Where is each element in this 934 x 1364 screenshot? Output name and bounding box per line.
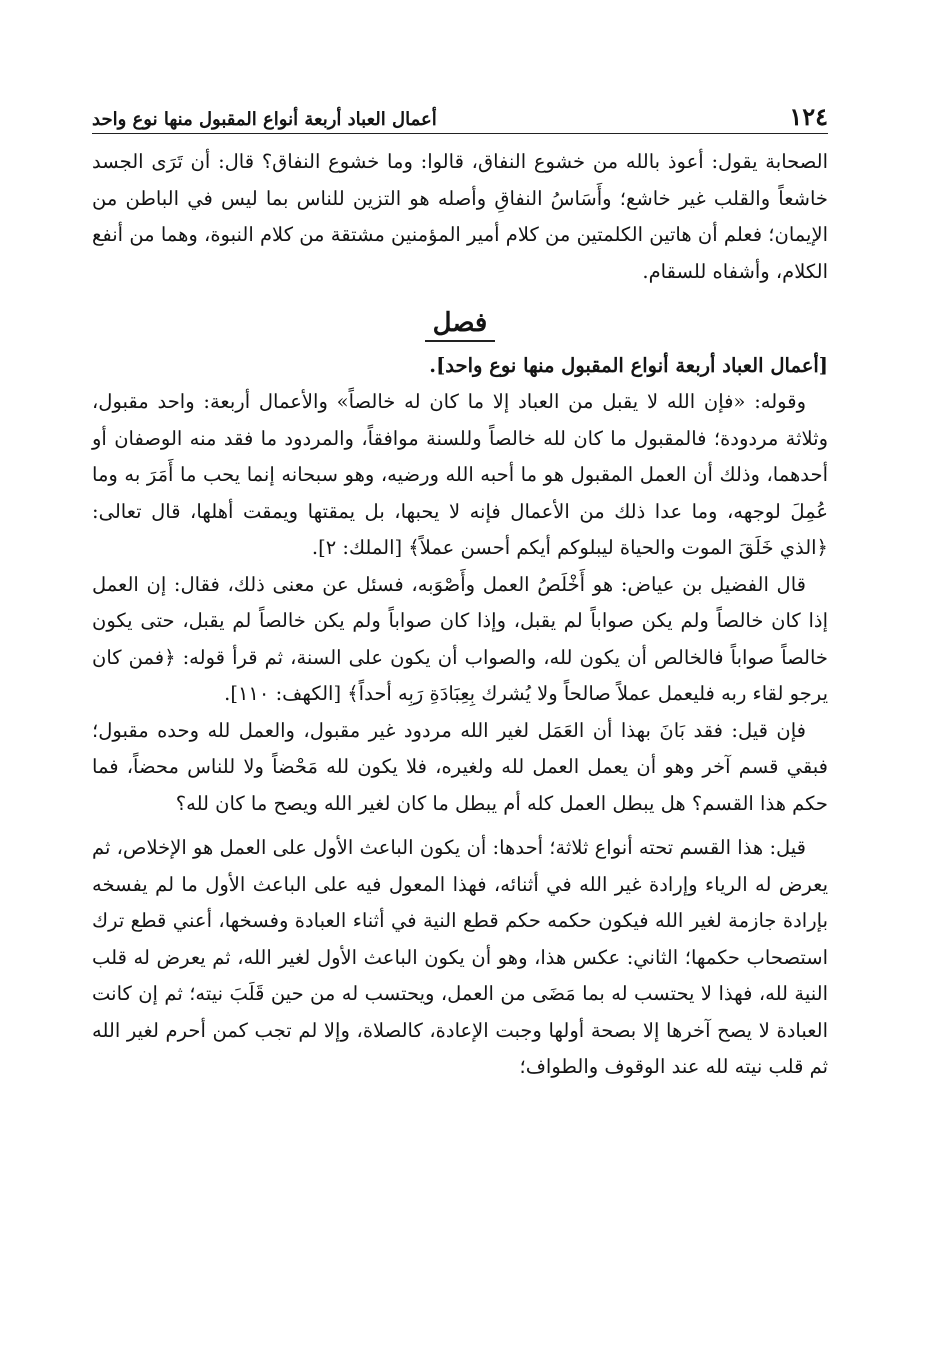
paragraph-question: فإن قيل: فقد بَانَ بهذا أن العَمَل لغير الله مردود غير مقبول، والعمل لله وحده مقبول؛ فبقي قسم آخر وهو أن يعمل العمل لله ولغيره، فلا يكون لله مَحْضاً ولا للناس محضاً، فما حكم هذا القسم؟ هل يبطل العمل كله أم يبطل ما كان لغير الله ويصح ما كان لله؟ — [92, 718, 828, 815]
intro-paragraph: الصحابة يقول: أعوذ بالله من خشوع النفاق، قالوا: وما خشوع النفاق؟ قال: أن تَرَى الجسد خاشعاً والقلب غير خاشع؛ وأَسَاسُ النفاقِ وأصله هو التزين للناس بما ليس في الباطن من الإيمان؛ فعلم أن هاتين الكلمتين من كلام أمير المؤمنين مشتقة من كلام النبوة، وهما من أنفع الكلام، وأشفاه للسقام. — [92, 150, 828, 283]
page-number: ١٢٤ — [789, 102, 828, 131]
section-heading-text: فصل — [425, 308, 496, 342]
paragraph-answer: قيل: هذا القسم تحته أنواع ثلاثة؛ أحدها: أن يكون الباعث الأول على العمل هو الإخلاص، ثم يعرض له الرياء وإرادة غير الله في أثنائه، فهذا المعول فيه على الباعث الأول ما لم يفسخه بإرادة جازمة لغير الله فيكون حكمه حكم قطع النية في أثناء العبادة وفسخها، أعني قطع ترك استصحاب حكمها؛ الثاني: عكس هذا، وهو أن يكون الباعث الأول لغير الله، ثم يعرض له قلب النية لله، فهذا لا يحتسب له بما مَضَى من العمل، ويحتسب له من حين قَلَبَ نيته؛ ثم إن كانت العبادة لا يصح آخرها إلا بصحة أولها وجبت الإعادة، كالصلاة، وإلا لم تجب كمن أحرم لغير الله ثم قلب نيته لله عند الوقوف والطواف؛ — [92, 836, 828, 1078]
section-heading — [92, 308, 828, 342]
paragraph-accepted-deeds: وقوله: «فإن الله لا يقبل من العباد إلا ما كان له خالصاً» والأعمال أربعة: واحد مقبول، وثلاثة مردودة؛ فالمقبول ما كان لله خالصاً وللسنة موافقاً، والمردود ما فقد منه الوصفان أو أحدهما، وذلك أن العمل المقبول هو ما أحبه الله ورضيه، وهو سبحانه إنما يحب ما أَمَرَ به وما عُمِلَ لوجهه، وما عدا ذلك من الأعمال فإنه لا يحبها، بل يمقتها ويمقت أهلها، قال تعالى: ﴿الذي خَلَقَ الموت والحياة ليبلوكم أيكم أحسن عملاً﴾ [الملك: ٢]. — [92, 390, 828, 559]
body-text — [92, 144, 828, 1086]
running-title: أعمال العباد أربعة أنواع المقبول منها نوع واحد — [92, 109, 437, 130]
running-header — [92, 88, 828, 134]
section-subtitle: [أعمال العباد أربعة أنواع المقبول منها نوع واحد]. — [429, 354, 828, 377]
book-page — [92, 88, 828, 1086]
paragraph-fudayl-quote: قال الفضيل بن عياض: هو أَخْلَصُ العمل وأَصْوَبه، فسئل عن معنى ذلك، فقال: إن العمل إذا كان خالصاً ولم يكن صواباً لم يقبل، وإذا كان صواباً ولم يكن خالصاً لم يقبل، حتى يكون خالصاً صواباً فالخالص أن يكون لله، والصواب أن يكون على السنة، ثم قرأ قوله: ﴿فمن كان يرجو لقاء ربه فليعمل عملاً صالحاً ولا يُشرك بِعِبَادَةِ رَبِه أحداً﴾ [الكهف: ١١٠]. — [92, 572, 828, 705]
